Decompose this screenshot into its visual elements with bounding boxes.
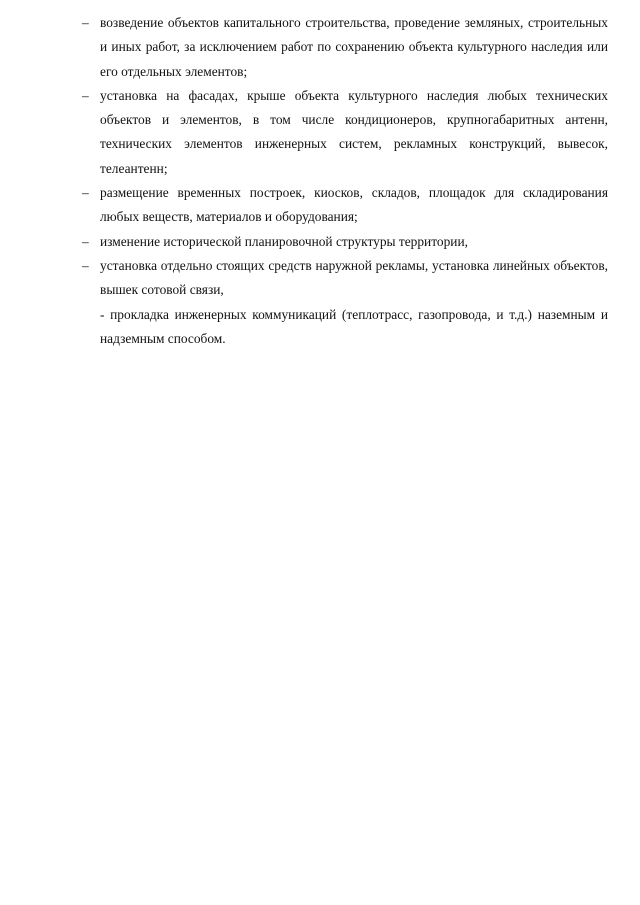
list-item <box>82 181 608 230</box>
list-item-text: возведение объектов капитального строительства, проведение земляных, строительных и иных работ, за исключением работ по сохранению объекта культурного наследия или его отдельных элементов; <box>100 15 608 79</box>
list-item <box>82 303 608 352</box>
list-bullet: – <box>82 87 89 103</box>
restrictions-list <box>82 11 608 351</box>
list-item-text: - прокладка инженерных коммуникаций (теплотрасс, газопровода, и т.д.) наземным и надземным способом. <box>100 306 608 346</box>
list-item <box>82 254 608 303</box>
list-item-text: установка отдельно стоящих средств наружной рекламы, установка линейных объектов, вышек сотовой связи, <box>100 257 608 298</box>
list-bullet: – <box>82 233 89 249</box>
list-item-text: размещение временных построек, киосков, складов, площадок для складирования любых веществ, материалов и оборудования; <box>100 185 608 225</box>
list-item-text: установка на фасадах, крыше объекта культурного наследия любых технических объектов и элементов, в том числе кондиционеров, крупногабаритных антенн, технических элементов инженерных систем, рекламных конструкций, вывесок, телеантенн; <box>100 87 608 176</box>
list-item-text: изменение исторической планировочной структуры территории, <box>100 233 468 249</box>
list-item <box>82 84 608 181</box>
list-bullet: – <box>82 257 89 273</box>
list-bullet: – <box>82 185 89 201</box>
list-item <box>82 230 608 254</box>
list-bullet: – <box>82 15 89 30</box>
list-item <box>82 11 608 84</box>
